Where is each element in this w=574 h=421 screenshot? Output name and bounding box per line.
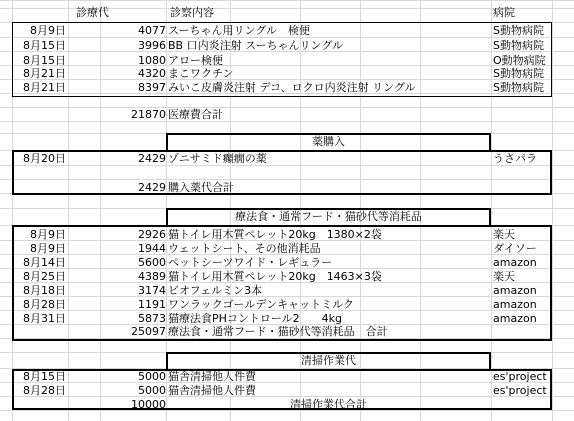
- medical-content: みいこ皮膚炎注射 デコ、ロクロ内炎注射 リングル: [168, 81, 416, 94]
- medicine-total-amount: 2429: [138, 181, 166, 194]
- grid-row-line: [0, 0, 574, 1]
- supplies-amount: 4389: [138, 270, 166, 283]
- supplies-date: 8月25日: [23, 270, 66, 283]
- medical-place: S動物病院: [493, 24, 544, 37]
- supplies-place: amazon: [493, 298, 537, 311]
- supplies-total-amount: 25097: [131, 325, 166, 338]
- medical-total-amount: 21870: [131, 108, 166, 121]
- cleaning-content: 猫舎清掃他人件費: [168, 384, 256, 397]
- medicine-content: ゾニサミド癲癇の薬: [168, 152, 267, 165]
- medical-content: BB 口内炎注射 スーちゃんリングル: [168, 39, 343, 52]
- supplies-amount: 3174: [138, 284, 166, 297]
- cleaning-total-label: 清掃作業代合計: [290, 398, 367, 411]
- supplies-content: ウェットシート、その他消耗品: [168, 242, 321, 255]
- supplies-amount: 2926: [138, 228, 166, 241]
- medical-date: 8月21日: [23, 81, 66, 94]
- medical-amount: 1080: [138, 54, 166, 67]
- supplies-amount: 1191: [138, 298, 166, 311]
- medical-content: アロー検便: [168, 54, 223, 67]
- supplies-content: ビオフェルミン3本: [168, 284, 263, 297]
- cleaning-amount: 5000: [138, 384, 166, 397]
- supplies-place: amazon: [493, 284, 537, 297]
- medical-date: 8月9日: [30, 24, 66, 37]
- medical-amount: 3996: [138, 39, 166, 52]
- supplies-date: 8月9日: [30, 228, 66, 241]
- cleaning-date: 8月28日: [23, 384, 66, 397]
- medical-date: 8月15日: [23, 39, 66, 52]
- grid-col-line: [552, 0, 553, 421]
- medical-amount: 8397: [138, 81, 166, 94]
- cleaning-amount: 5000: [138, 370, 166, 383]
- medical-total-label: 医療費合計: [168, 108, 223, 121]
- medical-content: スーちゃん用リングル 検便: [168, 24, 310, 37]
- supplies-content: 猫療法食PHコントロール2 4kg: [168, 312, 343, 325]
- supplies-amount: 1944: [138, 242, 166, 255]
- medical-place: S動物病院: [493, 67, 544, 80]
- cleaning-date: 8月15日: [23, 370, 66, 383]
- supplies-place: 楽天: [493, 270, 515, 283]
- supplies-date: 8月14日: [23, 256, 66, 269]
- medical-content: まこワクチン: [168, 67, 234, 80]
- supplies-place: 楽天: [493, 228, 515, 241]
- medicine-place: うさパラ: [493, 152, 537, 165]
- cleaning-place: es'project: [493, 370, 547, 383]
- supplies-title: 療法食・通常フード・猫砂代等消耗品: [235, 210, 422, 223]
- cleaning-place: es'project: [493, 384, 547, 397]
- medical-place: O動物病院: [493, 54, 546, 67]
- supplies-content: 猫トイレ用木質ペレット20kg 1380×2袋: [168, 228, 382, 241]
- header-content: 診察内容: [170, 6, 214, 19]
- supplies-content: ワンラックゴールデンキャットミルク: [168, 298, 354, 311]
- medicine-total-label: 購入薬代合計: [168, 181, 234, 194]
- supplies-date: 8月9日: [30, 242, 66, 255]
- header-hospital: 病院: [493, 6, 515, 19]
- supplies-date: 8月18日: [23, 284, 66, 297]
- supplies-place: amazon: [493, 312, 537, 325]
- medical-amount: 4320: [138, 67, 166, 80]
- medical-date: 8月21日: [23, 67, 66, 80]
- medical-place: S動物病院: [493, 39, 544, 52]
- supplies-total-label: 療法食・通常フード・猫砂代等消耗品 合計: [168, 325, 388, 338]
- cleaning-title: 清掃作業代: [301, 354, 356, 367]
- supplies-place: amazon: [493, 256, 537, 269]
- cleaning-total-amount: 10000: [131, 398, 166, 411]
- header-fee: 診療代: [76, 6, 109, 19]
- medicine-title: 薬購入: [312, 135, 345, 148]
- medical-amount: 4077: [138, 24, 166, 37]
- supplies-amount: 5600: [138, 256, 166, 269]
- medicine-date: 8月20日: [23, 152, 66, 165]
- cleaning-content: 猫舎清掃他人件費: [168, 370, 256, 383]
- supplies-content: ペットシーツワイド・レギュラー: [168, 256, 333, 269]
- medicine-amount: 2429: [138, 152, 166, 165]
- supplies-amount: 5873: [138, 312, 166, 325]
- medical-place: S動物病院: [493, 81, 544, 94]
- supplies-content: 猫トイレ用木質ペレット20kg 1463×3袋: [168, 270, 382, 283]
- supplies-date: 8月28日: [23, 298, 66, 311]
- supplies-date: 8月31日: [23, 312, 66, 325]
- supplies-place: ダイソー: [493, 242, 537, 255]
- medical-date: 8月15日: [23, 54, 66, 67]
